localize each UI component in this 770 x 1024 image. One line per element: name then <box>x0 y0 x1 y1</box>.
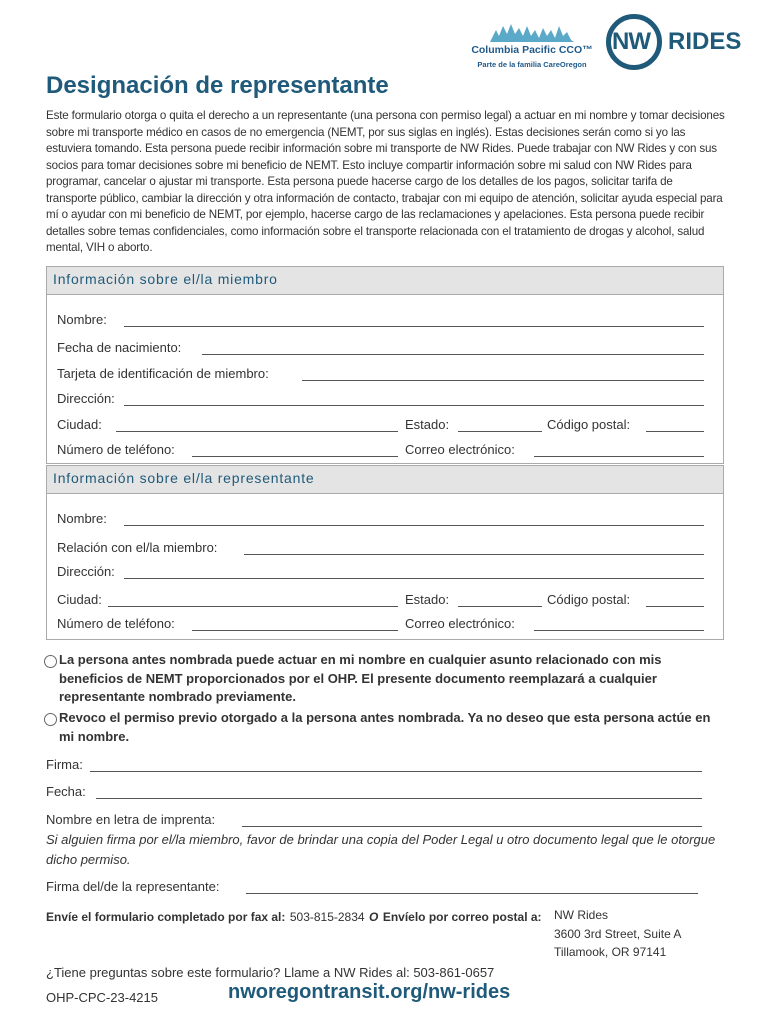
grant-radio[interactable] <box>44 655 57 668</box>
rep-email-field[interactable] <box>534 630 704 631</box>
cpcco-name: Columbia Pacific CCO™ <box>471 44 593 56</box>
rep-relation-label: Relación con el/la miembro: <box>57 540 218 555</box>
website-link[interactable]: nworegontransit.org/nw-rides <box>228 981 511 1003</box>
member-id-label: Tarjeta de identificación de miembro: <box>57 366 269 381</box>
signature-field[interactable] <box>90 771 702 772</box>
member-email-field[interactable] <box>534 456 704 457</box>
revoke-option-text: Revoco el permiso previo otorgado a la persona antes nombrada. Ya no deseo que esta persona actúe en mi nombre. <box>59 710 711 744</box>
address-line-1: NW Rides <box>554 908 609 922</box>
legal-note: Si alguien firma por el/la miembro, favor de brindar una copia del Poder Legal u otro documento legal que le otorgue dicho permiso. <box>46 832 716 867</box>
or-text: O <box>369 910 379 924</box>
print-name-field[interactable] <box>242 826 702 827</box>
page-title: Designación de representante <box>46 72 389 99</box>
questions-line <box>46 965 494 980</box>
member-address-label: Dirección: <box>57 391 115 406</box>
member-dob-field[interactable] <box>202 354 704 355</box>
member-zip-label: Código postal: <box>547 417 631 432</box>
rep-name-field[interactable] <box>124 525 704 526</box>
member-section <box>46 266 724 464</box>
rep-city-field[interactable] <box>108 606 398 607</box>
member-zip-field[interactable] <box>646 431 704 432</box>
member-phone-field[interactable] <box>192 456 398 457</box>
rep-signature-field[interactable] <box>246 893 698 894</box>
call-text: Llame a NW Rides al: 503-861-0657 <box>284 965 495 980</box>
rep-signature-label: Firma del/de la representante: <box>46 879 220 894</box>
rep-email-label: Correo electrónico: <box>405 616 515 631</box>
questions-text: ¿Tiene preguntas sobre este formulario? <box>46 965 281 980</box>
rides-logo-text: RIDES <box>668 28 742 55</box>
member-dob-label: Fecha de nacimiento: <box>57 340 182 355</box>
member-heading: Información sobre el/la miembro <box>47 267 723 295</box>
member-id-field[interactable] <box>302 380 704 381</box>
member-name-field[interactable] <box>124 326 704 327</box>
mail-label: Envíelo por correo postal a: <box>382 910 542 924</box>
rep-phone-label: Número de teléfono: <box>57 616 175 631</box>
rep-zip-label: Código postal: <box>547 592 631 607</box>
rep-address-field[interactable] <box>124 578 704 579</box>
rep-phone-field[interactable] <box>192 630 398 631</box>
member-state-field[interactable] <box>458 431 542 432</box>
fax-label: Envíe el formulario completado por fax al: <box>46 910 286 924</box>
form-code: OHP-CPC-23-4215 <box>46 990 158 1005</box>
grant-option-text: La persona antes nombrada puede actuar en mi nombre en cualquier asunto relacionado con mis beneficios de NEMT proporcionados por el OHP. El presente documento reemplazará a cualquier representante nombrado previamente. <box>59 652 662 704</box>
rep-state-label: Estado: <box>405 592 450 607</box>
print-name-label: Nombre en letra de imprenta: <box>46 812 216 827</box>
revoke-radio[interactable] <box>44 713 57 726</box>
fax-line <box>46 908 542 926</box>
member-phone-label: Número de teléfono: <box>57 442 175 457</box>
rep-city-label: Ciudad: <box>57 592 102 607</box>
address-line-2: 3600 3rd Street, Suite A <box>554 927 682 941</box>
rep-address-label: Dirección: <box>57 564 115 579</box>
rep-name-label: Nombre: <box>57 511 107 526</box>
member-address-field[interactable] <box>124 405 704 406</box>
date-label: Fecha: <box>46 784 86 799</box>
rep-state-field[interactable] <box>458 606 542 607</box>
fax-number: 503-815-2834 <box>289 910 365 924</box>
member-city-label: Ciudad: <box>57 417 102 432</box>
member-email-label: Correo electrónico: <box>405 442 515 457</box>
rep-heading: Información sobre el/la representante <box>47 466 723 494</box>
intro-paragraph: Este formulario otorga o quita el derecho a un representante (una persona con permiso legal) a actuar en mi nombre y tomar decisiones sobre mi transporte médico en casos de no emergencia (NEMT, por sus siglas en inglés). Estas decisiones serán como si yo las estuviera tomando. Esta persona puede recibir información sobre mi transporte de NW Rides. Puede trabajar con NW Rides y con sus socios para tomar decisiones sobre mi beneficio de NEMT. Esto incluye compartir información sobre mi salud con NW Rides para programar, cancelar o ajustar mi transporte. Esta persona puede hacerse cargo de los detalles de los pagos, solicitar tarifa de transporte público, cambiar la dirección y otra información de contacto, trabajar con mi equipo de atención, solicitar ayuda especial para mí o ayudar con mi beneficio de NEMT, por ejemplo, hacerse cargo de las reclamaciones y apelaciones. Esta persona puede recibir detalles sobre temas confidenciales, como información sobre el transporte relacionada con el tratamiento de drogas y alcohol, salud mental, VIH o aborto. <box>46 109 725 254</box>
rep-zip-field[interactable] <box>646 606 704 607</box>
member-name-label: Nombre: <box>57 312 107 327</box>
nw-logo-text: NW <box>612 28 650 55</box>
rep-relation-field[interactable] <box>244 554 704 555</box>
member-state-label: Estado: <box>405 417 450 432</box>
member-city-field[interactable] <box>116 431 398 432</box>
cpcco-subtitle: Parte de la familia CareOregon <box>477 60 587 69</box>
address-line-3: Tillamook, OR 97141 <box>554 945 667 959</box>
signature-label: Firma: <box>46 757 83 772</box>
date-field[interactable] <box>96 798 702 799</box>
